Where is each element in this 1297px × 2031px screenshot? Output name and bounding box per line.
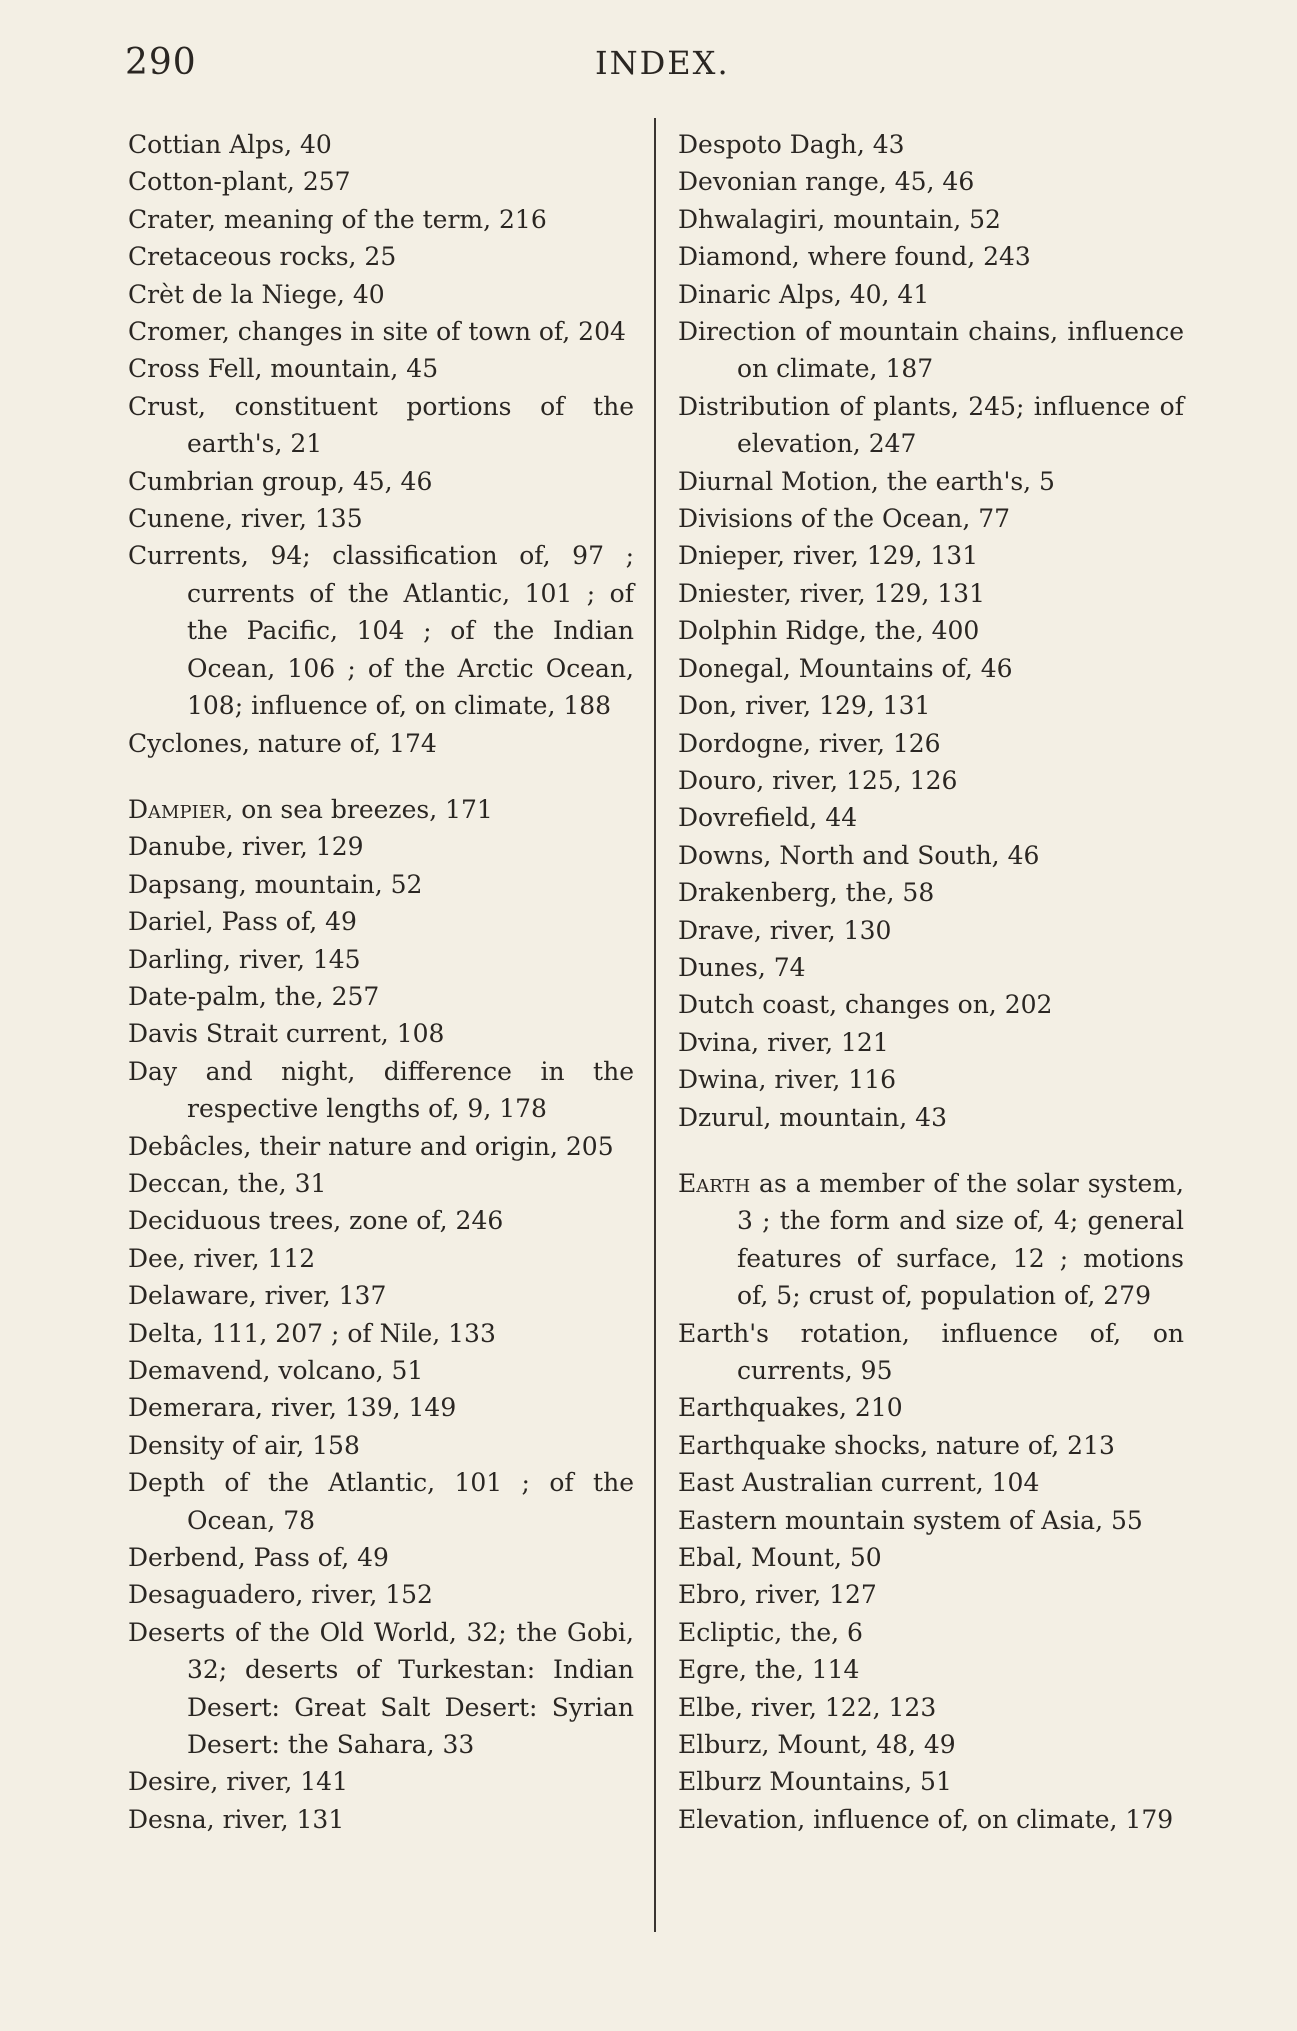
- index-entry: Earthquake shocks, nature of, 213: [678, 1430, 1115, 1460]
- index-entry: Elburz Mountains, 51: [678, 1767, 952, 1797]
- index-entry: Dwina, river, 116: [678, 1065, 897, 1095]
- index-entry: Crust, constituent portions of the earth's, 21: [128, 391, 634, 459]
- index-entry: Deserts of the Old World, 32; the Gobi, 32; deserts of Turkestan: Indian Desert: Great Salt Desert: Syrian Desert: the Sahara, 33: [128, 1617, 634, 1760]
- index-entry: Day and night, difference in the respective lengths of, 9, 178: [128, 1056, 634, 1124]
- index-entry: Desire, river, 141: [128, 1767, 348, 1797]
- index-entry: Elbe, river, 122, 123: [678, 1692, 937, 1722]
- index-entry: Cotton-plant, 257: [128, 167, 351, 197]
- index-entry: Cumbrian group, 45, 46: [128, 466, 433, 496]
- index-entry: Cunene, river, 135: [128, 504, 363, 534]
- index-entry: [128, 791, 634, 828]
- index-entry: Cottian Alps, 40: [128, 130, 332, 159]
- section-gap: [678, 1136, 1184, 1165]
- index-column-left: [128, 126, 634, 1838]
- index-entry: Desaguadero, river, 152: [128, 1580, 433, 1610]
- index-entry: Dapsang, mountain, 52: [128, 869, 423, 899]
- index-entry: Demavend, volcano, 51: [128, 1356, 424, 1385]
- index-entry: Earth's rotation, influence of, on currents, 95: [678, 1318, 1184, 1385]
- index-entry: Currents, 94; classification of, 97 ; currents of the Atlantic, 101 ; of the Pacific, 104 ; of the Indian Ocean, 106 ; of the Arctic Ocean, 108; influence of, on climate, 188: [128, 541, 634, 721]
- index-entry: Crater, meaning of the term, 216: [128, 204, 547, 234]
- index-entry: Dordogne, river, 126: [678, 728, 941, 758]
- index-entry: Dvina, river, 121: [678, 1027, 889, 1057]
- entry-lead: Dampier: [128, 794, 226, 824]
- index-entry: Ecliptic, the, 6: [678, 1617, 863, 1647]
- entry-lead: Earth: [678, 1168, 751, 1198]
- index-entry: Elburz, Mount, 48, 49: [678, 1730, 956, 1760]
- index-entry: Diurnal Motion, the earth's, 5: [678, 466, 1055, 496]
- index-entry: Cross Fell, mountain, 45: [128, 354, 439, 384]
- index-entry: Divisions of the Ocean, 77: [678, 504, 1011, 534]
- index-entry: Ebal, Mount, 50: [678, 1543, 882, 1573]
- index-entry: Dnieper, river, 129, 131: [678, 541, 979, 571]
- index-entry: Downs, North and South, 46: [678, 840, 1040, 870]
- index-entry: Desna, river, 131: [128, 1804, 345, 1834]
- section-gap: [128, 762, 634, 791]
- index-entry: Dhwalagiri, mountain, 52: [678, 204, 1001, 234]
- index-entry: Eastern mountain system of Asia, 55: [678, 1505, 1143, 1535]
- index-entry: Devonian range, 45, 46: [678, 167, 975, 197]
- index-entry: Delaware, river, 137: [128, 1281, 387, 1311]
- index-entry: Dniester, river, 129, 131: [678, 578, 985, 608]
- index-entry: [678, 1165, 1184, 1315]
- index-entry: Dariel, Pass of, 49: [128, 907, 357, 937]
- index-entry: Dee, river, 112: [128, 1243, 316, 1273]
- index-entry: Despoto Dagh, 43: [678, 130, 905, 159]
- index-entry: Dutch coast, changes on, 202: [678, 990, 1053, 1020]
- index-entry: Drave, river, 130: [678, 915, 892, 945]
- index-entry: Donegal, Mountains of, 46: [678, 653, 1013, 683]
- index-entry: Douro, river, 125, 126: [678, 765, 958, 795]
- entry-group: [678, 1315, 1184, 1839]
- column-divider: [654, 118, 656, 1932]
- index-entry: Direction of mountain chains, influence on climate, 187: [678, 317, 1184, 384]
- index-entry: Ebro, river, 127: [678, 1580, 877, 1610]
- page-header: [125, 42, 1187, 92]
- index-entry: Danube, river, 129: [128, 832, 364, 862]
- index-entry: Cromer, changes in site of town of, 204: [128, 317, 626, 347]
- index-entry: Date-palm, the, 257: [128, 981, 380, 1011]
- index-entry: Demerara, river, 139, 149: [128, 1393, 457, 1423]
- index-entry: Dzurul, mountain, 43: [678, 1102, 947, 1132]
- running-head: INDEX.: [595, 44, 730, 82]
- index-entry: Debâcles, their nature and origin, 205: [128, 1131, 614, 1161]
- index-entry: Dinaric Alps, 40, 41: [678, 279, 930, 309]
- index-entry: Elevation, influence of, on climate, 179: [678, 1804, 1174, 1834]
- index-entry: Dolphin Ridge, the, 400: [678, 616, 980, 646]
- index-entry: Distribution of plants, 245; influence of elevation, 247: [678, 391, 1184, 459]
- page-number: 290: [125, 42, 197, 83]
- index-entry: Diamond, where found, 243: [678, 242, 1031, 272]
- index-entry: Delta, 111, 207 ; of Nile, 133: [128, 1318, 496, 1348]
- index-entry: Crèt de la Niege, 40: [128, 279, 385, 309]
- index-entry: Dunes, 74: [678, 952, 806, 982]
- entry-group: [678, 126, 1184, 1136]
- index-entry: Deccan, the, 31: [128, 1168, 327, 1198]
- entry-text: as a member of the solar system, 3 ; the form and size of, 4; general features of surface, 12 ; motions of, 5; crust of, population of, 279: [737, 1168, 1184, 1311]
- index-entry: Cretaceous rocks, 25: [128, 242, 397, 272]
- index-entry: Deciduous trees, zone of, 246: [128, 1206, 504, 1236]
- index-entry: Davis Strait current, 108: [128, 1019, 445, 1049]
- index-entry: Egre, the, 114: [678, 1655, 860, 1685]
- index-entry: Density of air, 158: [128, 1430, 360, 1460]
- entry-group: [128, 828, 634, 1838]
- entry-group: [128, 126, 634, 762]
- index-entry: Earthquakes, 210: [678, 1393, 903, 1423]
- entry-text: , on sea breezes, 171: [225, 794, 493, 824]
- index-entry: East Australian current, 104: [678, 1468, 1040, 1498]
- index-column-right: [678, 126, 1184, 1838]
- index-entry: Cyclones, nature of, 174: [128, 728, 437, 758]
- index-entry: Dovrefield, 44: [678, 803, 858, 833]
- index-entry: Don, river, 129, 131: [678, 691, 931, 721]
- index-entry: Derbend, Pass of, 49: [128, 1543, 389, 1573]
- index-entry: Darling, river, 145: [128, 944, 361, 974]
- index-entry: Drakenberg, the, 58: [678, 878, 935, 908]
- index-entry: Depth of the Atlantic, 101 ; of the Ocean, 78: [128, 1468, 634, 1535]
